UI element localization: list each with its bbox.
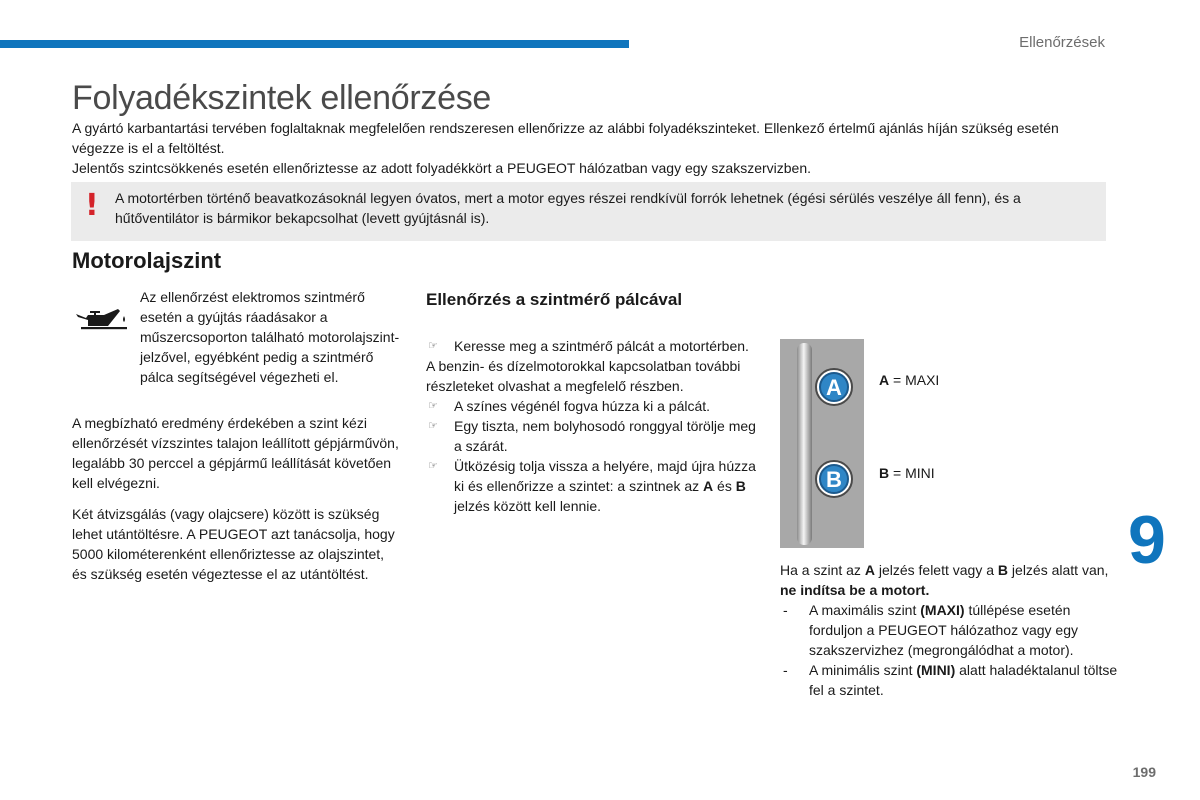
text-run: jelzés alatt van,	[1008, 562, 1109, 578]
list-item: ☞ A színes végénél fogva húzza ki a pálcát.	[426, 396, 756, 416]
intro-paragraph: A gyártó karbantartási tervében foglaltaknak megfelelően rendszeresen ellenőrizze az alábbi folyadékszinteket. Ellenkező értelmű ajánlás híján szükség esetén végezze is el a feltöltést.	[72, 120, 1059, 156]
chapter-number: 9	[1128, 502, 1166, 578]
intro-paragraph: Jelentős szintcsökkenés esetén ellenőriztesse az adott folyadékkört a PEUGEOT hálózatban vagy egy szakszervizben.	[72, 160, 812, 176]
marker-a-ref: A	[864, 562, 875, 578]
level-warning-text	[780, 560, 1120, 700]
note-paragraph: A benzin- és dízelmotorokkal kapcsolatban további részleteket olvashat a megfelelő részben.	[426, 358, 741, 394]
mini-term: (MINI)	[916, 662, 956, 678]
marker-b-ref: B	[997, 562, 1009, 578]
exclamation-icon: !	[85, 188, 99, 223]
text-run: A minimális szint	[809, 662, 917, 678]
text-run: jelzés felett vagy a	[874, 562, 998, 578]
dipstick-instructions	[426, 336, 756, 516]
marker-b: B	[826, 467, 842, 492]
marker-a: A	[826, 375, 842, 400]
dipstick-illustration	[780, 339, 864, 548]
intro-text	[72, 118, 1072, 178]
do-not-start-warning: ne indítsa be a motort.	[780, 582, 930, 598]
section-title: Ellenőrzések	[1019, 34, 1105, 51]
list-item-text: jelzés között kell lennie.	[454, 498, 602, 514]
list-item: ☞ Keresse meg a szintmérő pálcát a motortérben.	[426, 336, 756, 356]
list-item-text: Ütközésig tolja vissza a helyére, majd újra húzza ki és ellenőrizze a szintet: a szintnek az	[454, 458, 756, 494]
list-item	[426, 456, 756, 516]
list-item-text: és	[713, 478, 736, 494]
warning-text: A motortérben történő beavatkozásoknál legyen óvatos, mert a motor egyes részei rendkívül forrók lehetnek (égési sérülés veszélye áll fenn), és a hűtőventilátor is bármikor bekapcsolhat (levett gyújtásnál is).	[115, 190, 1021, 226]
marker-b-ref: B	[735, 478, 746, 494]
label-maxi	[879, 372, 939, 388]
text-run: Ha a szint az	[780, 562, 865, 578]
maxi-term: (MAXI)	[920, 602, 965, 618]
label-value: = MAXI	[889, 372, 940, 388]
level-paragraph	[780, 560, 1120, 600]
section-heading: Motorolajszint	[72, 248, 222, 273]
list-item	[780, 600, 1120, 660]
oil-level-intro: Az ellenőrzést elektromos szintmérő esetén a gyújtás ráadásakor a műszercsoporton található motorolajszint-jelzővel, egyébként pedig a szintmérő pálca segítségével végezheti el.	[140, 289, 400, 385]
header-accent-bar	[0, 40, 629, 48]
label-value: = MINI	[889, 465, 935, 481]
page-title: Folyadékszintek ellenőrzése	[72, 79, 492, 117]
list-item	[780, 660, 1120, 700]
label-key: B	[879, 465, 890, 481]
manual-check-paragraph: A megbízható eredmény érdekében a szint kézi ellenőrzését vízszintes talajon leállított gépjárművön, legalább 30 perccel a gépjármű leállítását követően kell elvégezni.	[72, 415, 399, 491]
list-item: ☞ Egy tiszta, nem bolyhosodó ronggyal törölje meg a szárát.	[426, 416, 756, 456]
text-run: túllépése esetén forduljon a PEUGEOT hálózathoz vagy egy szakszervizhez (megrongálódhat a motor).	[809, 602, 1079, 658]
text-run: A maximális szint	[809, 602, 921, 618]
oil-can-icon	[74, 306, 130, 334]
label-key: A	[879, 372, 890, 388]
text-run: alatt haladéktalanul töltse fel a szintet.	[809, 662, 1118, 698]
warning-box	[71, 182, 1106, 241]
top-up-paragraph: Két átvizsgálás (vagy olajcsere) között is szükség lehet utántöltésre. A PEUGEOT azt tanácsolja, hogy 5000 kilométerenként ellenőriztesse az olajszintet, és szükség esetén végeztesse el az utántöltést.	[72, 506, 395, 582]
marker-a-ref: A	[703, 478, 714, 494]
dipstick-heading: Ellenőrzés a szintmérő pálcával	[426, 290, 683, 309]
page-number: 199	[1132, 764, 1156, 780]
label-mini	[879, 465, 935, 481]
